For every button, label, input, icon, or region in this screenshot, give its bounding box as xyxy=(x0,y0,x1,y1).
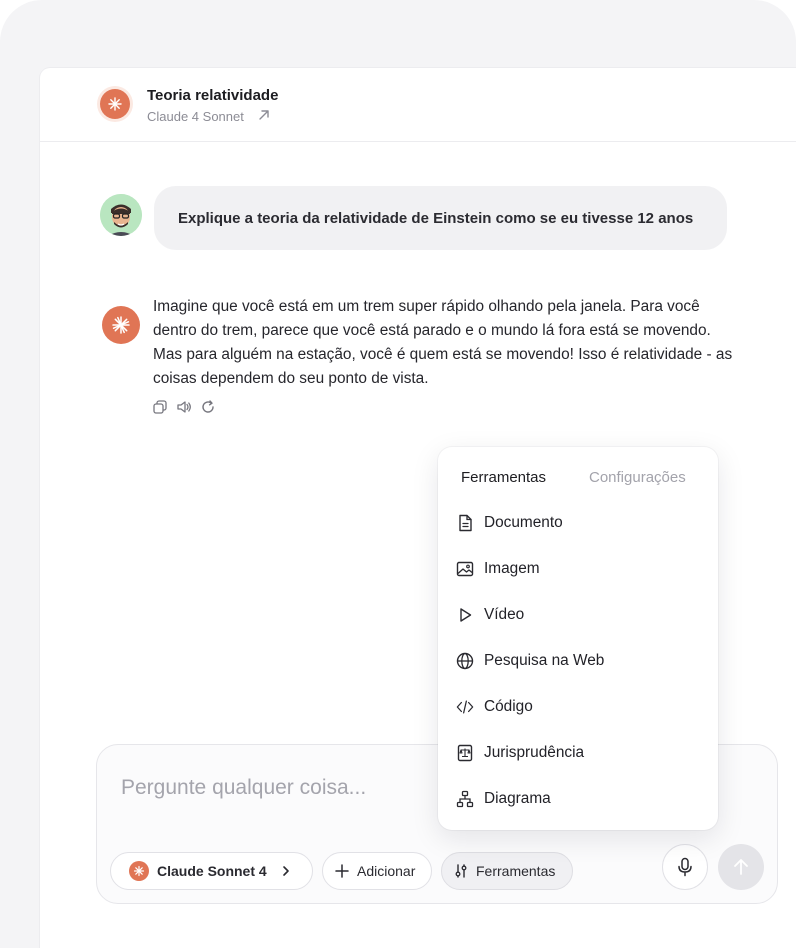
microphone-button[interactable] xyxy=(662,844,708,890)
tools-sliders-icon xyxy=(454,863,468,879)
tab-ferramentas[interactable]: Ferramentas xyxy=(461,469,547,486)
menu-item-imagem[interactable] xyxy=(454,554,702,584)
user-message-bubble: Explique a teoria da relatividade de Einstein como se eu tivesse 12 anos xyxy=(154,186,727,250)
chat-window xyxy=(40,68,796,948)
chat-header xyxy=(40,68,796,142)
conversation-title: Teoria relatividade xyxy=(147,87,279,104)
tools-button[interactable] xyxy=(441,852,573,890)
model-selector-label: Claude Sonnet 4 xyxy=(157,863,267,879)
diagram-icon xyxy=(456,790,474,808)
message-actions xyxy=(152,399,216,415)
model-label: Claude 4 Sonnet xyxy=(147,109,244,124)
menu-item-jurisprudencia[interactable] xyxy=(454,738,702,768)
globe-icon xyxy=(456,652,474,670)
menu-item-label: Código xyxy=(484,698,533,715)
image-icon xyxy=(456,560,474,578)
law-icon xyxy=(456,744,474,762)
menu-item-codigo[interactable] xyxy=(454,692,702,722)
tab-configuracoes[interactable]: Configurações xyxy=(589,469,686,486)
model-selector-button[interactable] xyxy=(110,852,313,890)
plus-icon xyxy=(335,864,349,878)
menu-item-diagrama[interactable] xyxy=(454,784,702,814)
send-button[interactable] xyxy=(718,844,764,890)
user-avatar xyxy=(100,194,142,236)
menu-item-label: Jurisprudência xyxy=(484,744,585,761)
copy-icon[interactable] xyxy=(152,399,168,415)
tools-button-label: Ferramentas xyxy=(476,863,556,879)
video-play-icon xyxy=(456,606,474,624)
model-link[interactable] xyxy=(147,109,270,124)
arrow-up-icon xyxy=(733,858,749,876)
claude-logo-icon xyxy=(129,861,149,881)
chevron-right-icon xyxy=(281,865,291,877)
menu-item-label: Imagem xyxy=(484,560,540,577)
menu-item-label: Pesquisa na Web xyxy=(484,652,605,669)
menu-item-label: Documento xyxy=(484,514,563,531)
claude-logo-icon xyxy=(100,89,130,119)
speaker-icon[interactable] xyxy=(176,399,192,415)
add-button[interactable] xyxy=(322,852,432,890)
menu-item-label: Vídeo xyxy=(484,606,525,623)
menu-item-documento[interactable] xyxy=(454,508,702,538)
tools-menu xyxy=(438,447,718,830)
code-icon xyxy=(456,698,474,716)
arrow-up-right-icon xyxy=(258,109,270,124)
menu-item-video[interactable] xyxy=(454,600,702,630)
microphone-icon xyxy=(677,857,693,877)
document-icon xyxy=(456,514,474,532)
menu-item-pesquisa-web[interactable] xyxy=(454,646,702,676)
regenerate-icon[interactable] xyxy=(200,399,216,415)
assistant-avatar xyxy=(102,306,140,344)
add-button-label: Adicionar xyxy=(357,863,416,879)
assistant-message-text: Imagine que você está em um trem super rápido olhando pela janela. Para você dentro do trem, parece que você está parado e o mundo lá fora está se movendo. Mas para alguém na estação, você é quem está se movendo! Isso é relatividade - as coisas dependem do seu ponto de vista. xyxy=(153,298,733,387)
menu-item-label: Diagrama xyxy=(484,790,551,807)
